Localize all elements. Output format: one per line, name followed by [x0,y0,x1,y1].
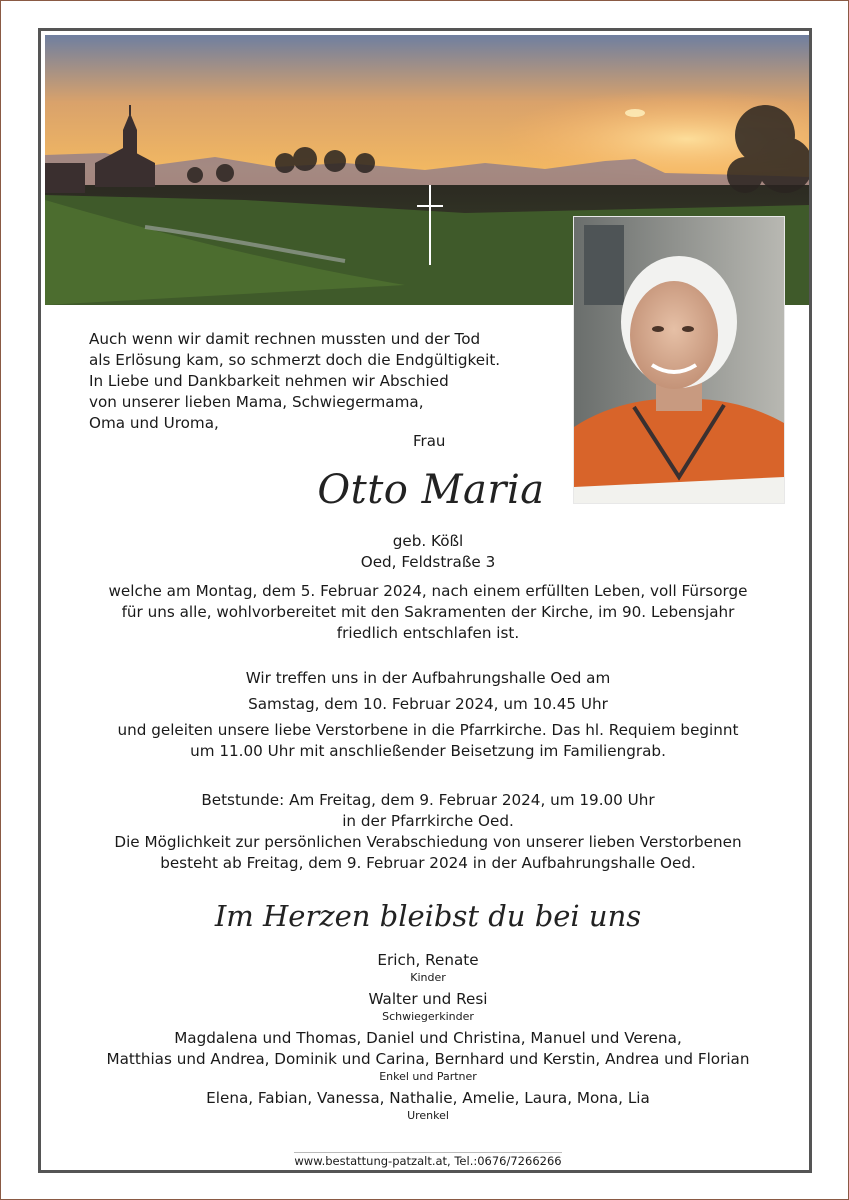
funeral-line: und geleiten unsere liebe Verstorbene in die Pfarrkirche. Das hl. Requiem beginnt [117,721,739,739]
prayer-line: Die Möglichkeit zur persönlichen Verabschiedung von unserer lieben Verstorbenen [114,833,742,851]
deceased-details [41,531,815,573]
mourner-names: Erich, Renate [377,951,479,969]
mourner-names: Elena, Fabian, Vanessa, Nathalie, Amelie, Laura, Mona, Lia [206,1089,650,1107]
mourner-names: Matthias und Andrea, Dominik und Carina, Bernhard und Kerstin, Andrea und Florian [106,1050,750,1068]
mourner-names: Walter und Resi [368,990,488,1008]
prayer-line: besteht ab Freitag, dem 9. Februar 2024 in der Aufbahrungshalle Oed. [160,854,696,872]
intro-line: als Erlösung kam, so schmerzt doch die Endgültigkeit. [89,351,501,369]
prayer-info [41,790,815,874]
mourner-role: Kinder [410,971,446,984]
intro-line: von unserer lieben Mama, Schwiegermama, [89,393,424,411]
obituary-card [38,28,812,1173]
intro-line: Auch wenn wir damit rechnen mussten und der Tod [89,330,481,348]
motto: Im Herzen bleibst du bei uns [214,899,642,933]
intro-text [89,329,549,434]
mourner-names: Magdalena und Thomas, Daniel und Christina, Manuel und Verena, [174,1029,682,1047]
funeral-date: Samstag, dem 10. Februar 2024, um 10.45 Uhr [248,695,608,713]
notice-line: für uns alle, wohlvorbereitet mit den Sakramenten der Kirche, im 90. Lebensjahr [121,603,735,621]
notice-line: friedlich entschlafen ist. [336,624,520,642]
mourner-role: Urenkel [407,1109,449,1122]
prayer-line: in der Pfarrkirche Oed. [342,812,514,830]
intro-line: Oma und Uroma, [89,414,219,432]
deceased-name: Otto Maria [317,467,545,513]
mourners-list [41,950,815,1127]
birth-name: geb. Kößl [392,532,464,550]
mourner-role: Enkel und Partner [379,1070,477,1083]
notice-line: welche am Montag, dem 5. Februar 2024, nach einem erfüllten Leben, voll Fürsorge [108,582,748,600]
death-notice [41,581,815,644]
mourner-role: Schwiegerkinder [382,1010,474,1023]
prayer-line: Betstunde: Am Freitag, dem 9. Februar 2024, um 19.00 Uhr [201,791,655,809]
footer-contact [41,1154,815,1168]
portrait-image [574,217,784,503]
funeral-info [41,668,815,762]
address: Oed, Feldstraße 3 [360,553,496,571]
footer-text: www.bestattung-patzalt.at, Tel.:0676/7266266 [294,1154,562,1168]
intro-line: In Liebe und Dankbarkeit nehmen wir Abschied [89,372,449,390]
salutation: Frau [413,432,446,450]
funeral-line: um 11.00 Uhr mit anschließender Beisetzung im Familiengrab. [190,742,666,760]
funeral-line: Wir treffen uns in der Aufbahrungshalle Oed am [245,669,611,687]
